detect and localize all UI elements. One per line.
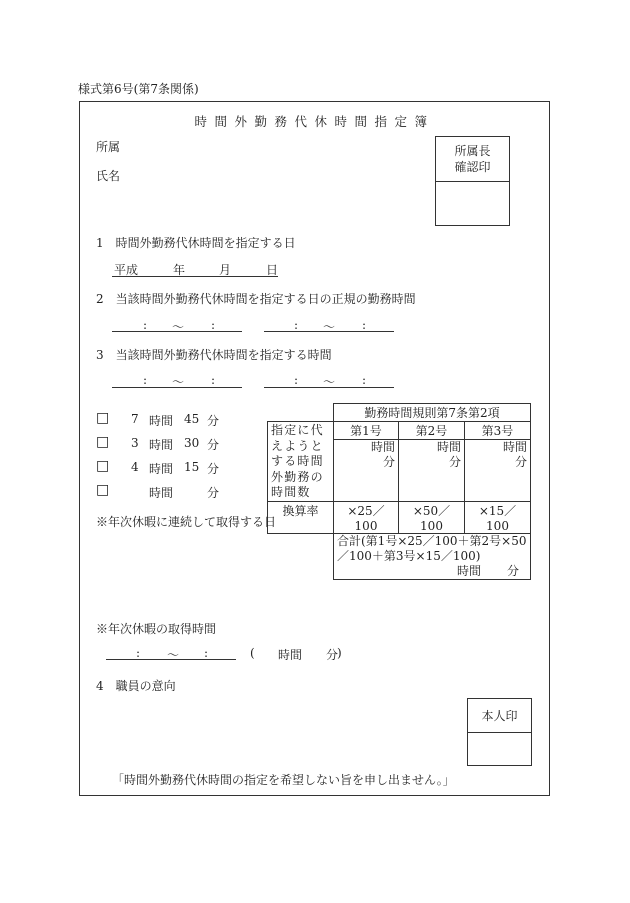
rules-table-blank-2 xyxy=(268,533,334,579)
s3-tilde-1: ～ xyxy=(172,375,185,389)
rules-cell-2-hours: 時間 xyxy=(436,440,461,455)
date-year: 年 xyxy=(173,263,186,277)
s2-tilde-2: ～ xyxy=(323,320,336,334)
rate-2: ×50／100 xyxy=(399,501,465,533)
date-month: 月 xyxy=(219,263,232,277)
supervisor-stamp-box[interactable] xyxy=(435,136,510,226)
rules-cell-3-minutes: 分 xyxy=(514,455,527,470)
s2-time-range-1[interactable] xyxy=(112,331,242,332)
row4-min-unit: 分 xyxy=(207,486,220,500)
al-minutes: 分 xyxy=(326,648,339,662)
form-title: 時間外勤務代休時間指定簿 xyxy=(194,114,435,129)
al-colon-2: : xyxy=(204,646,209,660)
row1-min-unit: 分 xyxy=(207,414,220,428)
date-era: 平成 xyxy=(114,263,139,277)
row1-hour-unit: 時間 xyxy=(149,414,174,428)
row3-minutes: 15 xyxy=(184,460,200,474)
personal-stamp-box[interactable] xyxy=(467,698,532,766)
section3-heading: 3 当該時間外勤務代休時間を指定する時間 xyxy=(96,348,332,362)
rules-row-label-2: えようと xyxy=(271,438,324,453)
total-line2: ／100＋第3号×15／100) xyxy=(337,548,481,563)
rules-cell-3-hours: 時間 xyxy=(502,440,527,455)
row3-hour-unit: 時間 xyxy=(149,462,174,476)
s3-colon-2: : xyxy=(211,373,216,387)
section1-heading: 1 時間外勤務代休時間を指定する日 xyxy=(96,236,296,250)
total-line1: 合計(第1号×25／100＋第2号×50 xyxy=(337,533,527,548)
al-paren-open: ( xyxy=(250,646,255,660)
rules-row-label-5: 時間数 xyxy=(271,485,311,499)
row1-minutes: 45 xyxy=(184,412,200,426)
rules-cell-2[interactable] xyxy=(399,440,465,501)
al-hours: 時間 xyxy=(278,648,303,662)
row2-hours: 3 xyxy=(131,436,139,450)
checkbox-3[interactable]: □ xyxy=(96,458,110,474)
row3-min-unit: 分 xyxy=(207,462,220,476)
s3-colon-1: : xyxy=(143,373,148,387)
checkbox-2[interactable]: □ xyxy=(96,434,110,450)
checkbox-1[interactable]: □ xyxy=(96,410,110,426)
rules-row-label-3: する時間 xyxy=(271,454,324,468)
rules-cell-2-minutes: 分 xyxy=(448,455,461,470)
rules-row-label xyxy=(268,422,334,502)
rules-cell-1-minutes: 分 xyxy=(382,455,395,470)
declaration: 「時間外勤務代休時間の指定を希望しない旨を申し出ません。」 xyxy=(112,773,455,787)
s2-colon-1: : xyxy=(143,318,148,332)
row1-hours: 7 xyxy=(131,412,139,426)
affiliation-label: 所属 xyxy=(96,140,121,154)
rules-header: 勤務時間規則第7条第2項 xyxy=(334,404,531,422)
rules-table xyxy=(267,403,531,580)
row2-minutes: 30 xyxy=(184,436,200,450)
rules-cell-1-hours: 時間 xyxy=(370,440,395,455)
form-number: 様式第6号(第7条関係) xyxy=(78,82,199,96)
s3-colon-3: : xyxy=(294,373,299,387)
rate-3: ×15／100 xyxy=(465,501,531,533)
row2-hour-unit: 時間 xyxy=(149,438,174,452)
rules-col-2: 第2号 xyxy=(399,422,465,440)
s2-tilde-1: ～ xyxy=(172,320,185,334)
s3-time-range-1[interactable] xyxy=(112,387,242,388)
rules-row-label-4: 外勤務の xyxy=(271,469,324,484)
s2-colon-4: : xyxy=(362,318,367,332)
annual-leave-note: ※年次休暇に連続して取得する日 xyxy=(96,515,277,529)
annual-leave-time-heading: ※年次休暇の取得時間 xyxy=(96,622,217,636)
section4-heading: 4 職員の意向 xyxy=(96,679,176,693)
rules-cell-1[interactable] xyxy=(334,440,399,501)
rules-col-3: 第3号 xyxy=(465,422,531,440)
s3-time-range-2[interactable] xyxy=(264,387,394,388)
s2-colon-2: : xyxy=(211,318,216,332)
rules-total-cell[interactable] xyxy=(334,533,531,579)
s3-tilde-2: ～ xyxy=(323,375,336,389)
row2-min-unit: 分 xyxy=(207,438,220,452)
date-underline[interactable] xyxy=(112,276,278,277)
al-paren-close: ) xyxy=(337,646,342,660)
s3-colon-4: : xyxy=(362,373,367,387)
date-day: 日 xyxy=(266,263,279,277)
personal-stamp-label: 本人印 xyxy=(481,709,518,723)
rate-label: 換算率 xyxy=(268,501,334,533)
al-tilde: ～ xyxy=(167,648,180,662)
total-hours: 時間 xyxy=(457,563,482,578)
row4-hour-unit: 時間 xyxy=(149,486,174,500)
al-time-range[interactable] xyxy=(106,659,236,660)
stamp-label-line2: 確認印 xyxy=(454,160,491,174)
al-colon-1: : xyxy=(136,646,141,660)
section2-heading: 2 当該時間外勤務代休時間を指定する日の正規の勤務時間 xyxy=(96,292,416,306)
row3-hours: 4 xyxy=(131,460,139,474)
s2-time-range-2[interactable] xyxy=(264,331,394,332)
s2-colon-3: : xyxy=(294,318,299,332)
name-label: 氏名 xyxy=(96,169,121,183)
rules-table-blank xyxy=(268,404,334,422)
rate-1: ×25／100 xyxy=(334,501,399,533)
rules-col-1: 第1号 xyxy=(334,422,399,440)
rules-cell-3[interactable] xyxy=(465,440,531,501)
checkbox-4[interactable]: □ xyxy=(96,482,110,498)
stamp-label-line1: 所属長 xyxy=(454,144,491,158)
total-minutes: 分 xyxy=(507,563,520,578)
rules-row-label-1: 指定に代 xyxy=(271,423,324,437)
